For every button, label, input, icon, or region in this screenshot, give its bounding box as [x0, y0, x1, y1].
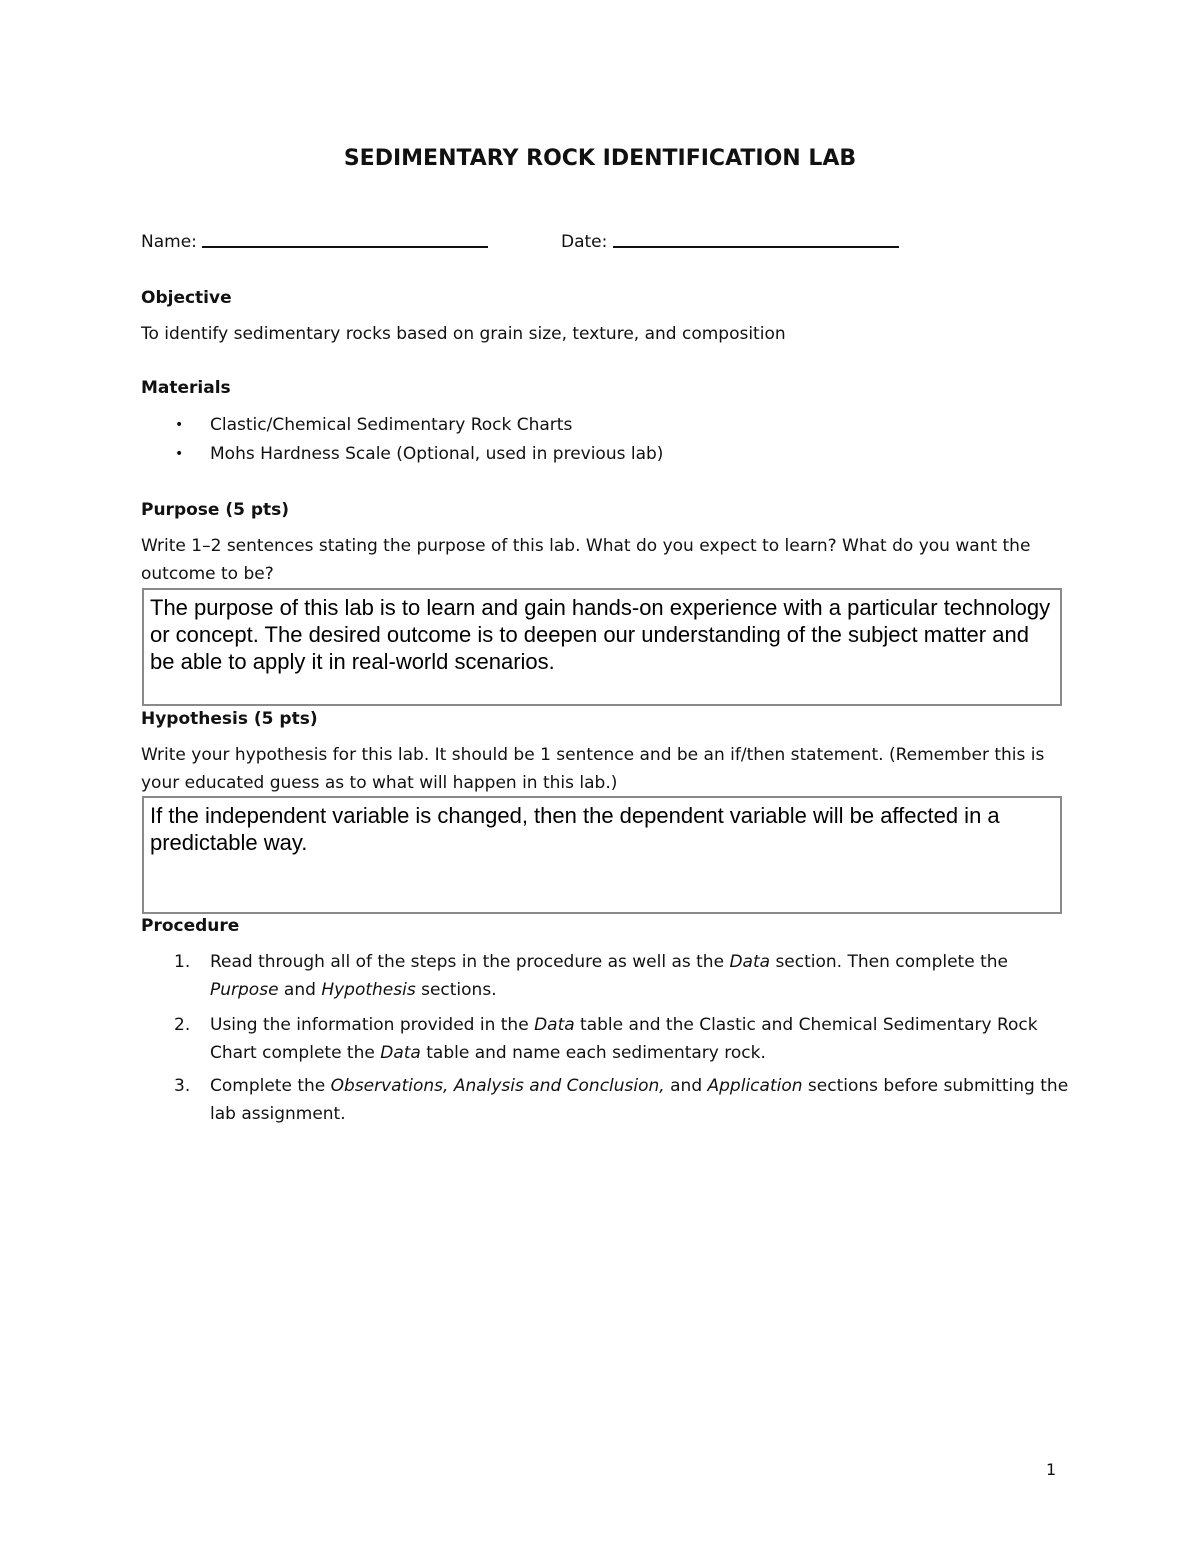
bullet-icon: • [175, 417, 184, 433]
procedure-step [174, 948, 1074, 1006]
materials-item: • Mohs Hardness Scale (Optional, used in previous lab) [210, 440, 1090, 469]
hypothesis-heading: Hypothesis (5 pts) [141, 709, 318, 729]
name-label: Name: [141, 232, 197, 252]
hypothesis-prompt: Write your hypothesis for this lab. It should be 1 sentence and be an if/then statement. (Remember this is your educated guess as to what will happen in this lab.) [141, 745, 1045, 793]
step-text: Complete the Observations, Analysis and Conclusion, and Application sections before submitting the lab assignment. [210, 1076, 1069, 1124]
page-title: SEDIMENTARY ROCK IDENTIFICATION LAB [343, 146, 857, 171]
date-blank-line[interactable] [613, 246, 899, 248]
step-number: 3. [174, 1076, 191, 1096]
page-number: 1 [1046, 1460, 1057, 1479]
purpose-heading: Purpose (5 pts) [141, 500, 290, 520]
materials-list [175, 411, 1090, 469]
materials-item: • Clastic/Chemical Sedimentary Rock Charts [210, 411, 1090, 440]
procedure-step [174, 1011, 1074, 1069]
date-label: Date: [561, 232, 608, 252]
step-text: Read through all of the steps in the procedure as well as the Data section. Then complete the Purpose and Hypothesis sections. [210, 952, 1008, 1000]
objective-heading: Objective [141, 288, 232, 308]
purpose-answer-box[interactable]: The purpose of this lab is to learn and gain hands-on experience with a particular technology or concept. The desired outcome is to deepen our understanding of the subject matter and be able to apply it in real-world scenarios. [142, 588, 1062, 706]
hypothesis-answer-box[interactable]: If the independent variable is changed, then the dependent variable will be affected in a predictable way. [142, 796, 1062, 914]
materials-heading: Materials [141, 378, 231, 398]
bullet-icon: • [175, 446, 184, 462]
objective-text: To identify sedimentary rocks based on grain size, texture, and composition [141, 324, 786, 344]
procedure-heading: Procedure [141, 916, 240, 936]
name-blank-line[interactable] [202, 246, 488, 248]
step-number: 1. [174, 952, 191, 972]
purpose-prompt: Write 1–2 sentences stating the purpose of this lab. What do you expect to learn? What do you want the outcome to be? [141, 536, 1031, 584]
step-number: 2. [174, 1015, 191, 1035]
step-text: Using the information provided in the Data table and the Clastic and Chemical Sedimentary Rock Chart complete the Data table and name each sedimentary rock. [210, 1015, 1038, 1063]
procedure-step [174, 1072, 1074, 1130]
